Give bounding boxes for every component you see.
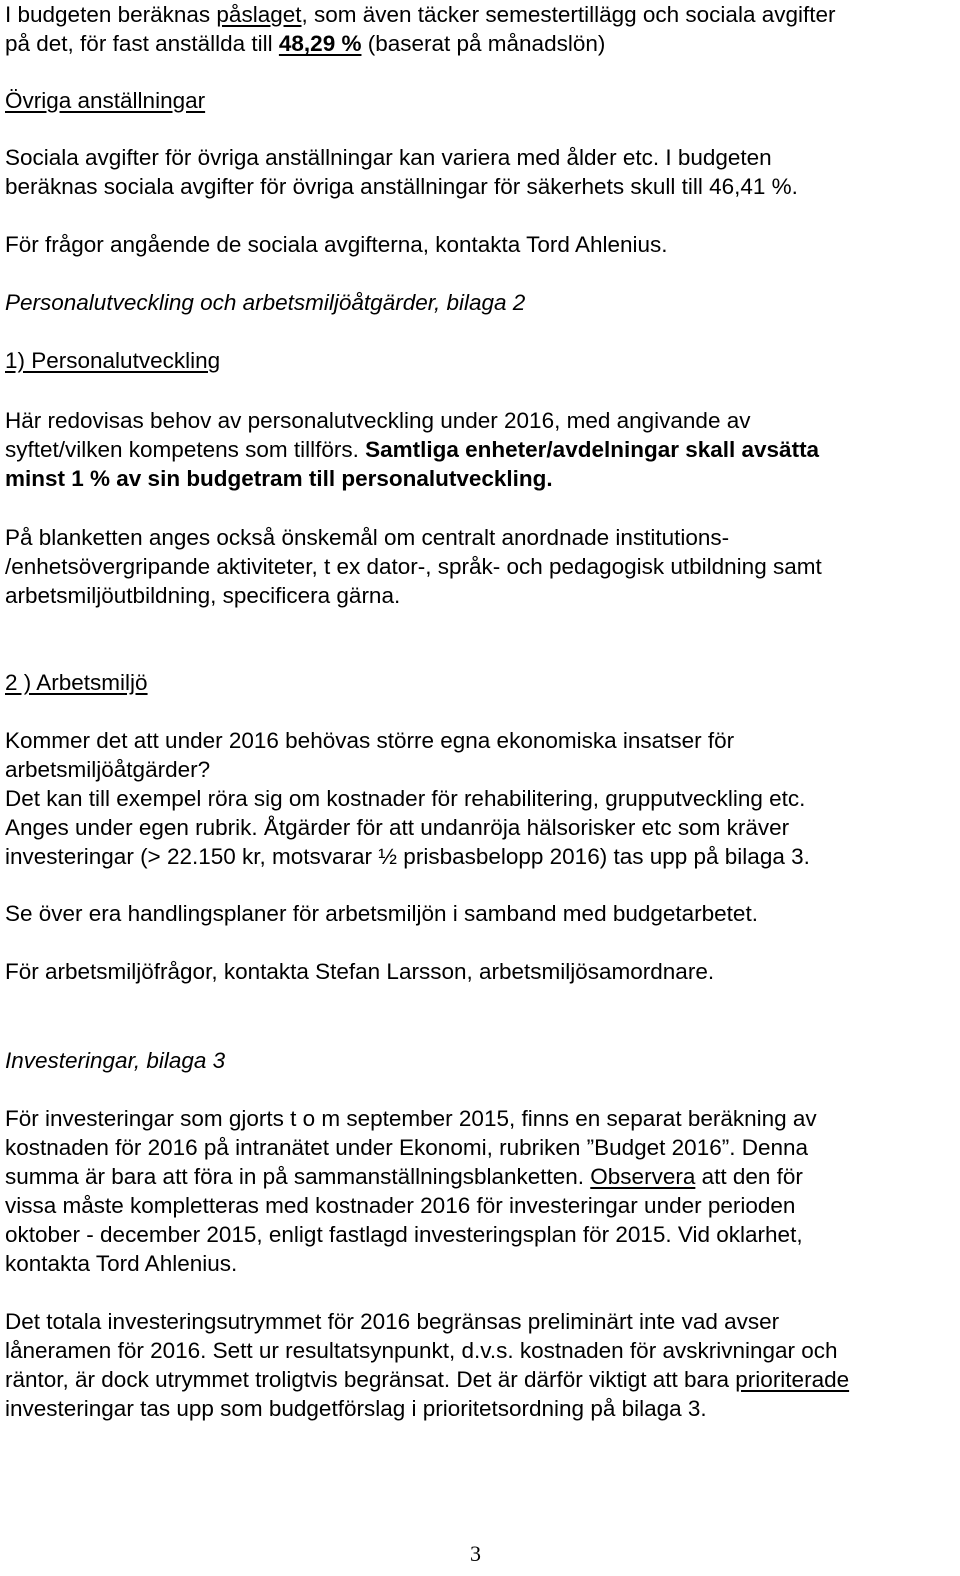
section-heading-personalutveckling: Personalutveckling och arbetsmiljöåtgärder, bilaga 2 (5, 290, 526, 315)
text-line: investeringar (> 22.150 kr, motsvarar ½ prisbasbelopp 2016) tas upp på bilaga 3. (5, 844, 810, 869)
text-line: arbetsmiljöåtgärder? (5, 757, 211, 782)
underlined-term: prioriterade (735, 1367, 850, 1392)
text-line: investeringar tas upp som budgetförslag i prioritetsordning på bilaga 3. (5, 1396, 707, 1421)
bold-requirement: minst 1 % av sin budgetram till personalutveckling. (5, 466, 553, 491)
text-line: kostnaden för 2016 på intranätet under Ekonomi, rubriken ”Budget 2016”. Denna (5, 1135, 809, 1160)
paragraph-contact-stefan: För arbetsmiljöfrågor, kontakta Stefan Larsson, arbetsmiljösamordnare. (5, 959, 715, 984)
paragraph-handlingsplaner: Se över era handlingsplaner för arbetsmiljön i samband med budgetarbetet. (5, 901, 758, 926)
subheading-personalutveckling: 1) Personalutveckling (5, 348, 221, 373)
text-run: räntor, är dock utrymmet troligtvis begränsat. Det är därför viktigt att bara (5, 1367, 736, 1392)
underlined-term: Observera (590, 1164, 696, 1189)
text-line: vissa måste kompletteras med kostnader 2016 för investeringar under perioden (5, 1193, 796, 1218)
bold-requirement: Samtliga enheter/avdelningar skall avsätta (365, 437, 820, 462)
section-heading-investeringar: Investeringar, bilaga 3 (5, 1048, 226, 1073)
text-run: summa är bara att föra in på sammanställningsblanketten. (5, 1164, 591, 1189)
text-line: kontakta Tord Ahlenius. (5, 1251, 238, 1276)
text-line: Här redovisas behov av personalutveckling under 2016, med angivande av (5, 408, 751, 433)
text-line: /enhetsövergripande aktiviteter, t ex dator-, språk- och pedagogisk utbildning samt (5, 554, 822, 579)
underlined-term: påslaget (216, 2, 302, 27)
text-line: beräknas sociala avgifter för övriga anställningar för säkerhets skull till 46,41 %. (5, 174, 798, 199)
paragraph-contact-tord: För frågor angående de sociala avgifterna, kontakta Tord Ahlenius. (5, 232, 668, 257)
paragraph-redovisas (5, 406, 819, 493)
paragraph-paslaget (5, 0, 836, 58)
text-line: Anges under egen rubrik. Åtgärder för att undanröja hälsorisker etc som kräver (5, 815, 790, 840)
paragraph-blanketten (5, 523, 822, 610)
text-line: Kommer det att under 2016 behövas större egna ekonomiska insatser för (5, 728, 735, 753)
subheading-arbetsmiljo: 2 ) Arbetsmiljö (5, 670, 148, 695)
percentage-value: 48,29 % (278, 31, 362, 56)
page-number: 3 (470, 1541, 481, 1566)
paragraph-investeringsutrymme (5, 1307, 849, 1423)
text-line: låneramen för 2016. Sett ur resultatsynpunkt, d.v.s. kostnaden för avskrivningar och (5, 1338, 838, 1363)
paragraph-sociala-avgifter (5, 143, 798, 201)
text-run: , som även täcker semestertillägg och sociala avgifter (301, 2, 836, 27)
text-line: För investeringar som gjorts t o m september 2015, finns en separat beräkning av (5, 1106, 817, 1131)
text-run: att den för (695, 1164, 803, 1189)
text-line: Det kan till exempel röra sig om kostnader för rehabilitering, grupputveckling etc. (5, 786, 806, 811)
text-run: (baserat på månadslön) (361, 31, 606, 56)
text-line: arbetsmiljöutbildning, specificera gärna. (5, 583, 401, 608)
text-run: I budgeten beräknas (5, 2, 217, 27)
text-line: Sociala avgifter för övriga anställningar kan variera med ålder etc. I budgeten (5, 145, 772, 170)
paragraph-investeringar (5, 1104, 817, 1278)
text-line: Det totala investeringsutrymmet för 2016 begränsas preliminärt inte vad avser (5, 1309, 780, 1334)
paragraph-arbetsmiljoatgarder (5, 726, 810, 871)
heading-ovriga-anstallningar: Övriga anställningar (5, 88, 206, 113)
text-line: oktober - december 2015, enligt fastlagd investeringsplan för 2015. Vid oklarhet, (5, 1222, 803, 1247)
text-run: syftet/vilken kompetens som tillförs. (5, 437, 366, 462)
text-run: på det, för fast anställda till (5, 31, 279, 56)
text-line: På blanketten anges också önskemål om centralt anordnade institutions- (5, 525, 730, 550)
